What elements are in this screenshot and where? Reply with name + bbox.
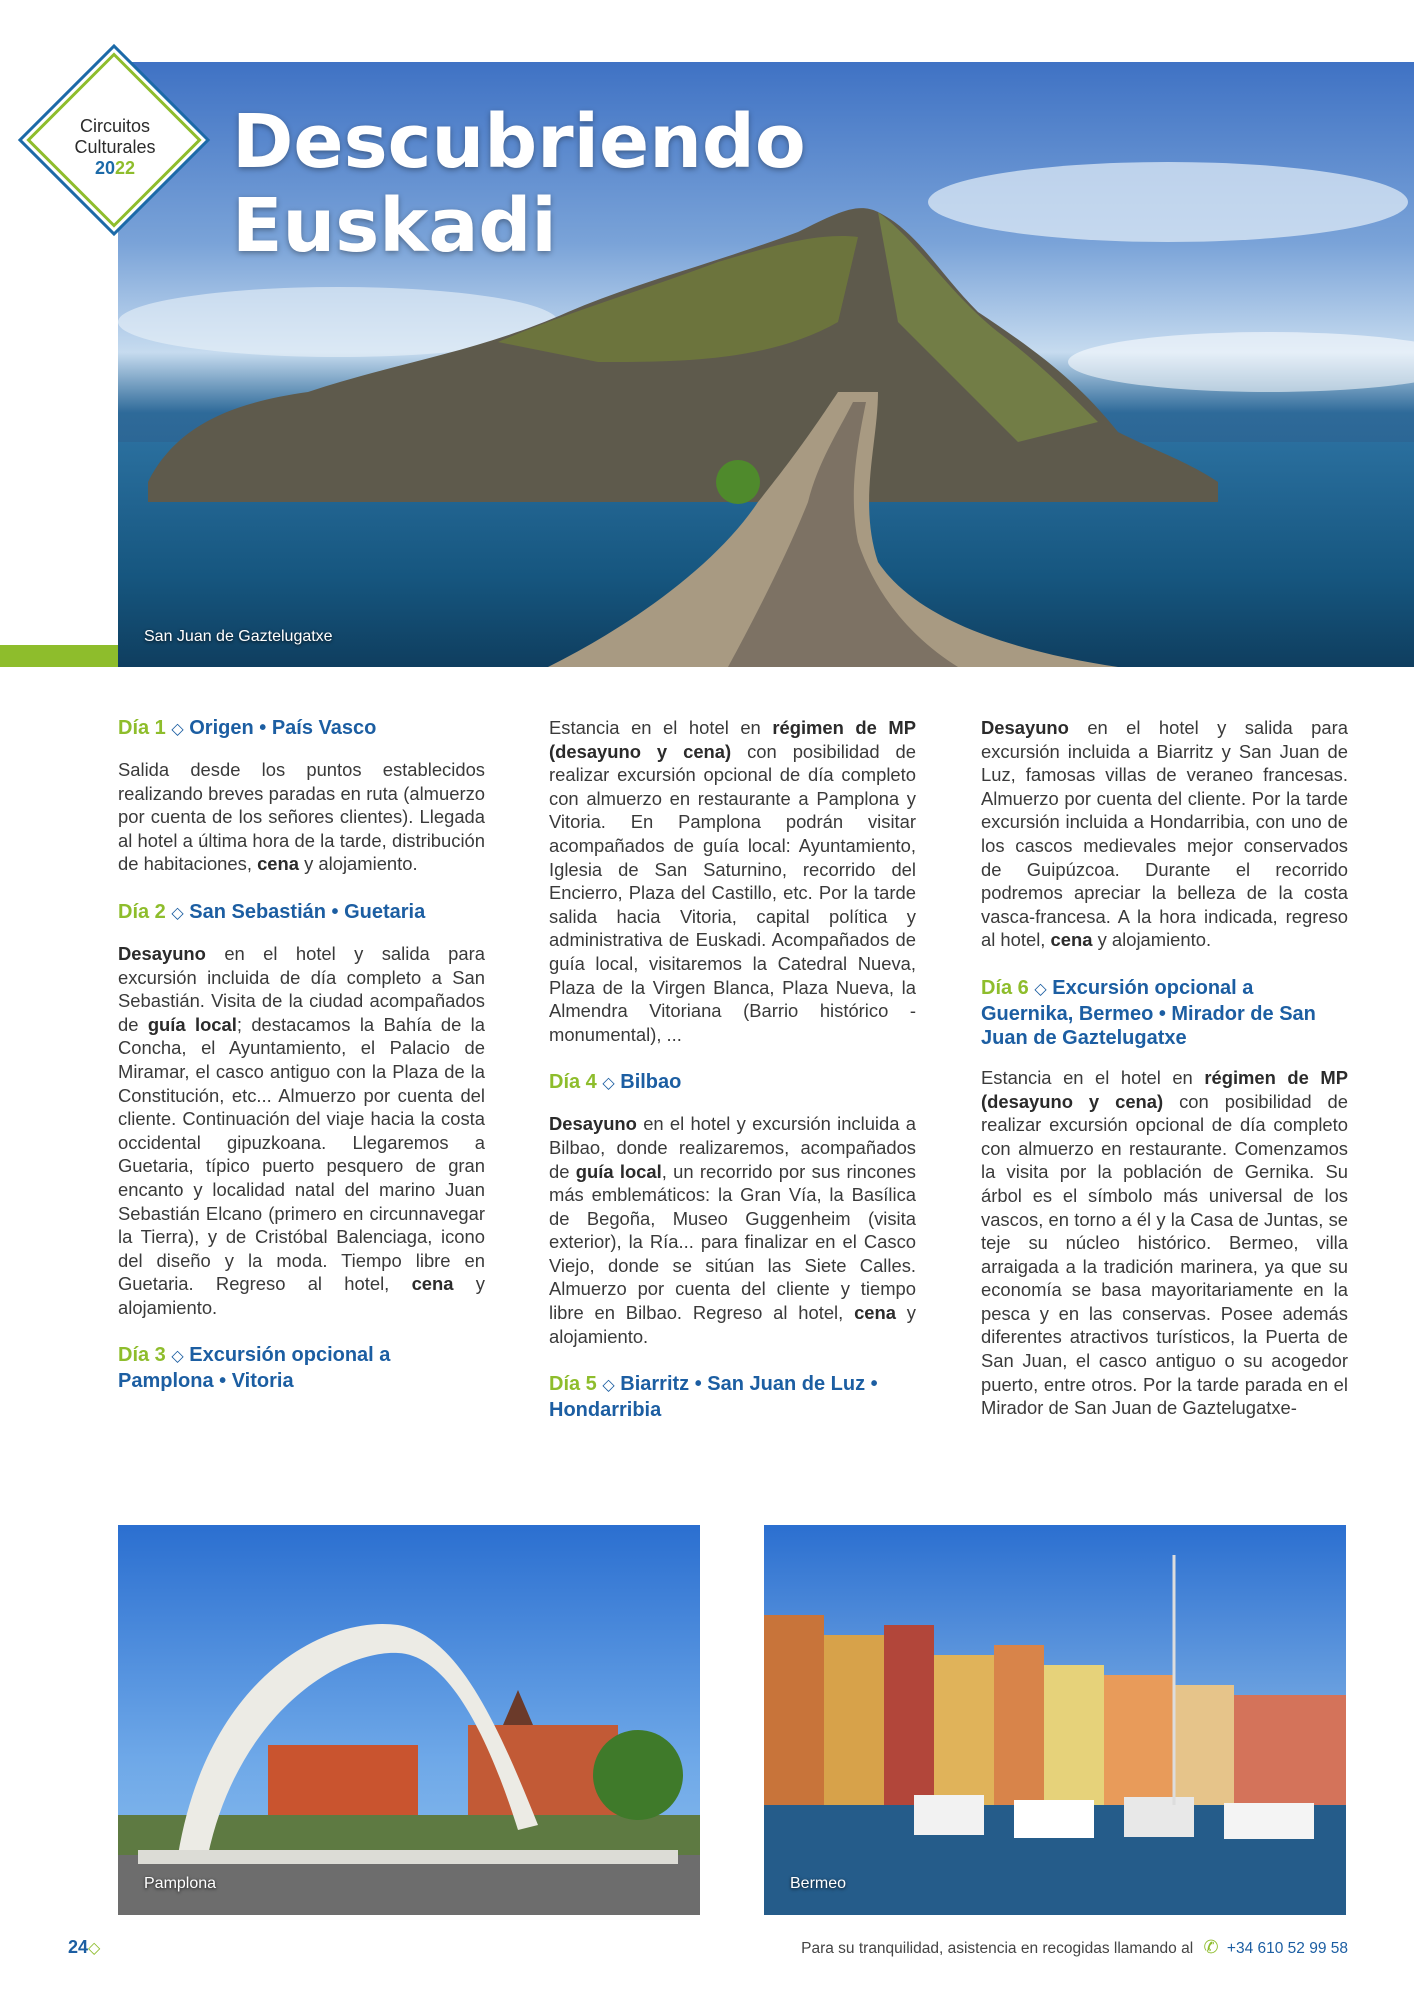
page-number: 24◇ (68, 1937, 101, 1957)
diamond-icon: ◇ (171, 1348, 184, 1366)
day-1-heading: Día 1 ◇ Origen • País Vasco (118, 717, 377, 739)
day-4-heading: Día 4 ◇ Bilbao (549, 1071, 682, 1094)
badge-year: 2022 (94, 158, 136, 178)
badge-line-1: Circuitos (79, 116, 150, 136)
accent-bar (0, 645, 118, 667)
diamond-icon: ◇ (602, 1377, 615, 1395)
photo-caption-bermeo: Bermeo (790, 1875, 847, 1892)
diamond-icon: ◇ (171, 904, 184, 922)
title-line-2: Euskadi (232, 183, 557, 269)
day-6-text: Estancia en el hotel en régimen de MP (desayuno y cena) con posibilidad de realizar excursión opcional de día completo con almuerzo en restaurante. Comenzamos la visita por la población de Gernika. Su árbol es el símbolo más universal de los vascos, en torno a él y la Casa de Juntas, se teje su núcleo histórico. Bermeo, villa arraigada a la tradición marinera, ya que su economía se basa mayoritariamente en la pesca y en las conservas. Posee además diferentes atractivos turísticos, la Puerta de San Juan, el casco antiguo o su acogedor puerto, entre otros. Por la tarde parada en el Mirador de San Juan de Gaztelugatxe- (981, 1066, 1348, 1419)
itinerary-column-1 (118, 716, 485, 1409)
harbor-illustration (764, 1525, 1346, 1915)
page-title (232, 100, 806, 268)
badge-line-2: Culturales (74, 137, 156, 157)
phone-number[interactable]: +34 610 52 99 58 (1226, 1940, 1348, 1957)
footer-assistance-note: Para su tranquilidad, asistencia en recogidas llamando al ✆ +34 610 52 99 58 (801, 1937, 1348, 1957)
catalog-badge-text (35, 116, 195, 179)
title-line-1: Descubriendo (232, 99, 806, 185)
photo-pamplona (118, 1525, 700, 1915)
diamond-icon: ◇ (1034, 980, 1047, 998)
photo-caption-pamplona: Pamplona (144, 1875, 217, 1892)
hero-caption: San Juan de Gaztelugatxe (144, 628, 333, 645)
day-1-text: Salida desde los puntos establecidos realizando breves paradas en ruta (almuerzo por cuenta de los señores clientes). Llegada al hotel a última hora de la tarde, distribución de habitaciones, cena y alojamiento. (118, 759, 485, 875)
itinerary-column-2 (549, 716, 916, 1438)
day-2-heading: Día 2 ◇ San Sebastián • Guetaria (118, 900, 426, 923)
diamond-icon: ◇ (171, 721, 184, 738)
diamond-icon: ◇ (602, 1075, 615, 1093)
day-2-text: Desayuno en el hotel y salida para excursión incluida de día completo a San Sebastián. Visita de la ciudad acompañados de guía local; destacamos la Bahía de la Concha, el Ayuntamiento, el Palacio de Miramar, el casco antiguo con la Plaza de la Constitución, etc... Almuerzo por cuenta del cliente. Continuación del viaje hacia la costa occidental gipuzkoana. Llegaremos a Guetaria, típico puerto pesquero de gran encanto y localidad natal del marino Juan Sebastián Elcano (primero en circunnavegar la Tierra), y de Cristóbal Balenciaga, icono del diseño y la moda. Tiempo libre en Guetaria. Regreso al hotel, cena y alojamiento. (118, 942, 485, 1318)
bridge-illustration (118, 1525, 700, 1915)
day-5-text: Desayuno en el hotel y salida para excursión incluida a Biarritz y San Juan de Luz, famosas villas de veraneo francesas. Almuerzo por cuenta del cliente. Por la tarde excursión incluida a Hondarribia, con uno de los cascos medievales mejor conservados de Guipúzcoa. Durante el recorrido podremos apreciar la belleza de la costa vasca-francesa. A la hora indicada, regreso al hotel, cena y alojamiento. (981, 717, 1348, 951)
day-3-heading: Día 3 ◇ Excursión opcional a Pamplona • Vitoria (118, 1344, 391, 1393)
day-3-text: Estancia en el hotel en régimen de MP (desayuno y cena) con posibilidad de realizar excursión opcional de día completo con almuerzo en restaurante a Pamplona y Vitoria. En Pamplona podrán visitar acompañados de guía local: Ayuntamiento, Iglesia de San Saturnino, recorrido del Encierro, Plaza del Castillo, etc. Por la tarde salida hacia Vitoria, capital política y administrativa de Euskadi. Acompañados de guía local, visitaremos la Catedral Nueva, Plaza de la Virgen Blanca, Plaza Nueva, la Almendra Vitoriana (Barrio histórico - monumental), ... (549, 717, 916, 1045)
diamond-icon: ◇ (88, 1940, 101, 1957)
day-4-text: Desayuno en el hotel y excursión incluida a Bilbao, donde realizaremos, acompañados de guía local, un recorrido por sus rincones más emblemáticos: la Gran Vía, la Basílica de Begoña, Museo Guggenheim (visita exterior), la Ría... para finalizar en el Casco Viejo, donde se sitúan las Siete Calles. Almuerzo por cuenta del cliente y tiempo libre en Bilbao. Regreso al hotel, cena y alojamiento. (549, 1113, 916, 1347)
photo-bermeo (764, 1525, 1346, 1915)
day-6-heading: Día 6 ◇ Excursión opcional a Guernika, Bermeo • Mirador de San Juan de Gaztelugatxe (981, 976, 1316, 1049)
phone-icon: ✆ (1203, 1937, 1219, 1957)
day-5-heading: Día 5 ◇ Biarritz • San Juan de Luz • Hondarribia (549, 1373, 878, 1422)
itinerary-column-3 (981, 716, 1348, 1444)
